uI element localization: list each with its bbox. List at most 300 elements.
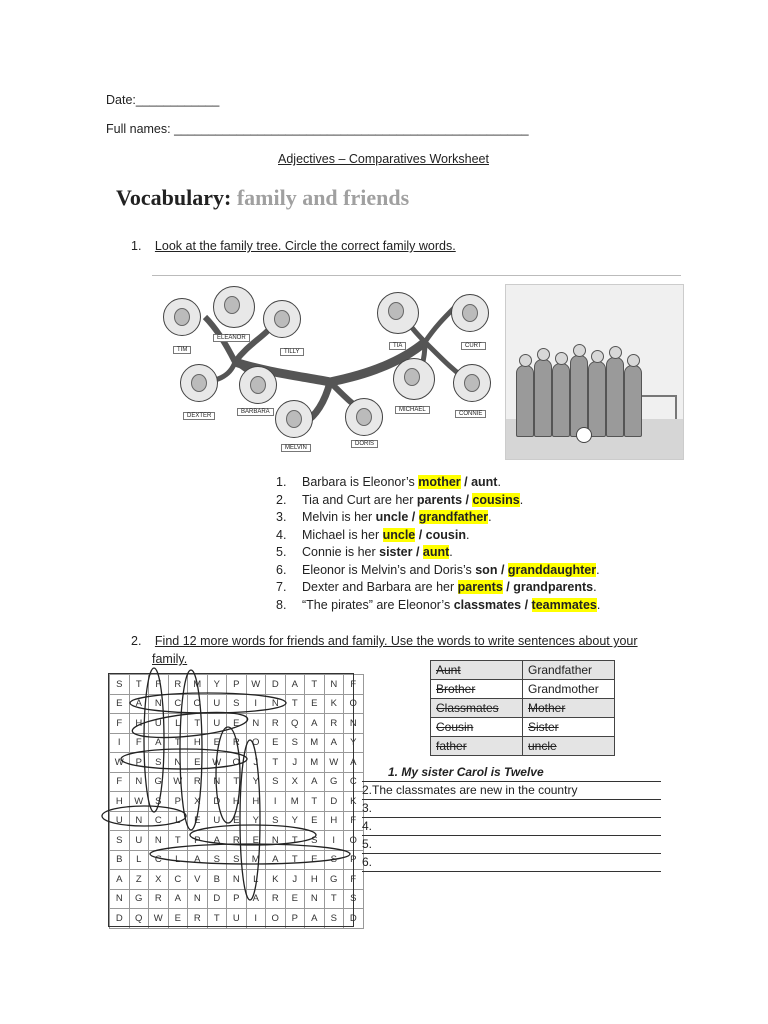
grid-cell: E xyxy=(188,753,208,773)
option-a: classmates xyxy=(453,597,522,612)
grid-cell: P xyxy=(285,909,305,929)
grid-cell: I xyxy=(266,792,286,812)
ball-icon xyxy=(576,427,592,443)
grid-cell: P xyxy=(188,831,208,851)
grid-cell: S xyxy=(207,850,227,870)
avatar-tilly xyxy=(263,300,301,338)
grid-cell: M xyxy=(285,792,305,812)
grid-cell: S xyxy=(110,831,130,851)
answer-line xyxy=(362,835,661,836)
grid-cell: T xyxy=(285,694,305,714)
question-number: 8. xyxy=(276,597,287,612)
grid-cell: R xyxy=(227,831,247,851)
grid-cell: A xyxy=(129,694,149,714)
grid-cell: Q xyxy=(285,714,305,734)
grid-cell: A xyxy=(305,714,325,734)
grid-cell: F xyxy=(110,772,130,792)
grid-cell: H xyxy=(110,792,130,812)
grid-cell: T xyxy=(324,889,344,909)
grid-cell: W xyxy=(168,772,188,792)
grid-cell: T xyxy=(266,753,286,773)
grid-cell: N xyxy=(129,772,149,792)
question-end: . xyxy=(596,562,600,577)
grid-cell: L xyxy=(246,870,266,890)
grid-cell: E xyxy=(246,831,266,851)
question-text: Dexter and Barbara are her xyxy=(302,580,458,594)
grid-cell: Y xyxy=(285,811,305,831)
grid-cell: W xyxy=(246,675,266,695)
grid-cell: T xyxy=(285,831,305,851)
grid-cell: I xyxy=(246,694,266,714)
word-table-row xyxy=(431,718,615,737)
option-a: uncle xyxy=(375,510,409,524)
avatar-eleanor xyxy=(213,286,255,328)
grid-cell: K xyxy=(266,870,286,890)
family-tree-image xyxy=(155,282,500,458)
grid-cell: J xyxy=(246,753,266,773)
grid-cell: R xyxy=(188,909,208,929)
option-b: aunt xyxy=(471,475,498,489)
grid-cell: L xyxy=(168,850,188,870)
grid-cell: S xyxy=(324,909,344,929)
grid-cell: F xyxy=(110,714,130,734)
avatar-dexter xyxy=(180,364,218,402)
grid-cell: R xyxy=(266,714,286,734)
question-item xyxy=(276,597,600,615)
question-text: Melvin is her xyxy=(302,510,376,524)
player-figure xyxy=(606,357,624,437)
label-doris: DORIS xyxy=(351,440,378,448)
section-heading xyxy=(116,185,409,211)
grid-cell: K xyxy=(324,694,344,714)
grid-cell: M xyxy=(246,850,266,870)
grid-cell: C xyxy=(149,850,169,870)
label-curt: CURT xyxy=(461,342,486,350)
grid-cell: F xyxy=(344,870,364,890)
sentence-6: 6. xyxy=(362,855,373,869)
answer-line xyxy=(362,871,661,872)
word-cell: Grandmother xyxy=(523,680,615,699)
grid-cell: C xyxy=(149,811,169,831)
grid-cell: J xyxy=(285,870,305,890)
question-number: 3. xyxy=(276,510,287,524)
grid-cell: C xyxy=(168,870,188,890)
grid-cell: T xyxy=(207,909,227,929)
answer-line xyxy=(362,853,661,854)
player-figure xyxy=(552,363,570,437)
grid-cell: P xyxy=(227,675,247,695)
grid-cell: R xyxy=(266,889,286,909)
grid-cell: L xyxy=(129,850,149,870)
grid-cell: E xyxy=(266,733,286,753)
word-cell: Grandfather xyxy=(523,661,615,680)
grid-cell: N xyxy=(110,889,130,909)
grid-cell: B xyxy=(207,870,227,890)
answer-line xyxy=(362,781,661,782)
sentence-5: 5. xyxy=(362,837,373,851)
grid-cell: Y xyxy=(246,772,266,792)
label-connie: CONNIE xyxy=(455,410,486,418)
word-table-row xyxy=(431,680,615,699)
grid-cell: S xyxy=(227,694,247,714)
task2-instruction xyxy=(131,634,638,648)
grid-cell: N xyxy=(129,811,149,831)
label-tia: TIA xyxy=(389,342,406,350)
worksheet-title: Adjectives – Comparatives Worksheet xyxy=(278,152,489,166)
grid-cell: T xyxy=(285,850,305,870)
full-names-field: Full names: ___________________________________________________ xyxy=(106,122,529,136)
grid-cell: E xyxy=(188,811,208,831)
date-field: Date:____________ xyxy=(106,93,220,107)
question-text: “The pirates” are Eleonor’s xyxy=(302,597,454,612)
label-eleanor: ELEANOR xyxy=(213,334,250,342)
option-b: grandparents xyxy=(513,580,594,594)
grid-cell: H xyxy=(227,792,247,812)
grid-cell: D xyxy=(344,909,364,929)
grid-cell: O xyxy=(266,909,286,929)
task2-text: Find 12 more words for friends and family. Use the words to write sentences about your xyxy=(154,634,638,648)
question-text: Tia and Curt are her xyxy=(302,492,417,507)
avatar-michael xyxy=(393,358,435,400)
grid-cell: A xyxy=(305,909,325,929)
word-cell: Classmates xyxy=(431,699,523,718)
grid-row xyxy=(110,850,364,870)
grid-cell: P xyxy=(129,753,149,773)
grid-cell: P xyxy=(227,889,247,909)
grid-cell: E xyxy=(168,909,188,929)
label-tilly: TILLY xyxy=(280,348,304,356)
grid-cell: S xyxy=(266,811,286,831)
grid-cell: S xyxy=(266,772,286,792)
avatar-melvin xyxy=(275,400,313,438)
grid-cell: A xyxy=(246,889,266,909)
grid-cell: B xyxy=(110,850,130,870)
grid-cell: U xyxy=(129,831,149,851)
sentence-2: 2.The classmates are new in the country xyxy=(362,783,578,797)
grid-cell: H xyxy=(305,870,325,890)
player-figure xyxy=(516,365,534,437)
grid-cell: U xyxy=(207,714,227,734)
grid-row xyxy=(110,733,364,753)
grid-cell: C xyxy=(344,772,364,792)
task1-text: Look at the family tree. Circle the correct family words. xyxy=(154,239,456,253)
grid-cell: D xyxy=(207,792,227,812)
grid-cell: W xyxy=(207,753,227,773)
question-end: . xyxy=(449,545,453,559)
grid-cell: T xyxy=(168,831,188,851)
word-cell: uncle xyxy=(523,737,615,756)
question-number: 5. xyxy=(276,545,287,559)
grid-cell: N xyxy=(207,772,227,792)
option-b: teammates xyxy=(531,597,597,612)
question-number: 6. xyxy=(276,562,287,577)
team-image xyxy=(505,284,684,460)
question-end: . xyxy=(593,580,597,594)
task2-number: 2. xyxy=(131,634,142,648)
option-b: granddaughter xyxy=(507,562,597,577)
grid-cell: D xyxy=(110,909,130,929)
grid-cell: E xyxy=(305,850,325,870)
grid-cell: T xyxy=(227,772,247,792)
grid-cell: S xyxy=(285,733,305,753)
question-item xyxy=(276,474,600,492)
grid-cell: S xyxy=(344,889,364,909)
question-number: 1. xyxy=(276,475,287,489)
grid-cell: L xyxy=(168,714,188,734)
grid-cell: Y xyxy=(207,675,227,695)
question-item xyxy=(276,492,600,510)
heading-main: Vocabulary: xyxy=(116,185,237,210)
grid-cell: V xyxy=(188,870,208,890)
grid-cell: A xyxy=(344,753,364,773)
avatar-barbara xyxy=(239,366,277,404)
question-item xyxy=(276,509,600,527)
grid-cell: U xyxy=(227,909,247,929)
grid-cell: N xyxy=(227,870,247,890)
grid-row xyxy=(110,753,364,773)
grid-cell: N xyxy=(344,714,364,734)
grid-cell: R xyxy=(188,772,208,792)
question-number: 2. xyxy=(276,492,287,507)
grid-cell: S xyxy=(227,850,247,870)
grid-row xyxy=(110,714,364,734)
grid-cell: M xyxy=(305,753,325,773)
grid-cell: Y xyxy=(344,733,364,753)
grid-row xyxy=(110,675,364,695)
question-list xyxy=(276,474,600,614)
option-separator: / xyxy=(497,562,508,577)
grid-cell: O xyxy=(246,733,266,753)
label-melvin: MELVIN xyxy=(281,444,311,452)
grid-row xyxy=(110,831,364,851)
question-item xyxy=(276,562,600,580)
grid-cell: X xyxy=(149,870,169,890)
sentence-1: 1. My sister Carol is Twelve xyxy=(388,765,544,779)
grid-cell: N xyxy=(188,889,208,909)
label-michael: MICHAEL xyxy=(395,406,430,414)
question-end: . xyxy=(465,527,470,542)
grid-cell: I xyxy=(246,909,266,929)
grid-cell: A xyxy=(324,733,344,753)
word-cell: Brother xyxy=(431,680,523,699)
grid-row xyxy=(110,694,364,714)
grid-cell: G xyxy=(149,772,169,792)
grid-cell: A xyxy=(285,675,305,695)
grid-cell: A xyxy=(168,889,188,909)
option-a: sister xyxy=(379,545,413,559)
grid-cell: P xyxy=(344,850,364,870)
grid-cell: D xyxy=(207,889,227,909)
grid-cell: T xyxy=(129,675,149,695)
grid-cell: A xyxy=(305,772,325,792)
label-tim: TIM xyxy=(173,346,191,354)
grid-cell: N xyxy=(246,714,266,734)
grid-cell: N xyxy=(266,831,286,851)
grid-cell: N xyxy=(149,831,169,851)
question-text: Eleonor is Melvin’s and Doris’s xyxy=(302,562,476,577)
grid-cell: T xyxy=(305,792,325,812)
grid-row xyxy=(110,889,364,909)
question-item xyxy=(276,579,600,597)
grid-cell: C xyxy=(168,694,188,714)
grid-cell: J xyxy=(285,753,305,773)
grid-cell: E xyxy=(227,811,247,831)
grid-cell: A xyxy=(207,831,227,851)
option-b: cousins xyxy=(472,492,520,507)
grid-cell: R xyxy=(227,733,247,753)
grid-cell: Z xyxy=(129,870,149,890)
grid-row xyxy=(110,792,364,812)
option-a: parents xyxy=(416,492,463,507)
question-end: . xyxy=(488,510,492,524)
grid-cell: G xyxy=(324,870,344,890)
sentence-3: 3. xyxy=(362,801,373,815)
player-figure xyxy=(534,359,552,437)
label-barbara: BARBARA xyxy=(237,408,274,416)
grid-cell: X xyxy=(188,792,208,812)
grid-cell: N xyxy=(168,753,188,773)
question-number: 7. xyxy=(276,580,287,594)
grid-cell: M xyxy=(188,675,208,695)
option-a: son xyxy=(475,562,498,577)
option-a: parents xyxy=(457,580,503,594)
grid-cell: E xyxy=(207,733,227,753)
avatar-connie xyxy=(453,364,491,402)
grid-row xyxy=(110,772,364,792)
grid-cell: I xyxy=(324,831,344,851)
grid-cell: G xyxy=(129,889,149,909)
grid-cell: S xyxy=(110,675,130,695)
option-separator: / xyxy=(415,527,426,542)
grid-row xyxy=(110,811,364,831)
grid-cell: F xyxy=(344,675,364,695)
sentence-4: 4. xyxy=(362,819,373,833)
grid-cell: A xyxy=(110,870,130,890)
word-table-row xyxy=(431,737,615,756)
task2-text-cont: family. xyxy=(152,652,188,666)
grid-cell: E xyxy=(305,694,325,714)
grid-cell: D xyxy=(324,792,344,812)
option-separator: / xyxy=(412,545,423,559)
answer-line xyxy=(362,799,661,800)
grid-cell: S xyxy=(305,831,325,851)
avatar-tia xyxy=(377,292,419,334)
player-figure xyxy=(570,355,588,437)
question-item xyxy=(276,527,600,545)
grid-cell: W xyxy=(149,909,169,929)
grid-cell: O xyxy=(227,753,247,773)
question-text: Michael is her xyxy=(302,527,383,542)
grid-cell: E xyxy=(227,714,247,734)
grid-cell: S xyxy=(324,850,344,870)
grid-cell: E xyxy=(285,889,305,909)
grid-cell: R xyxy=(324,714,344,734)
player-figure xyxy=(624,365,642,437)
grid-cell: W xyxy=(129,792,149,812)
grid-cell: Y xyxy=(246,811,266,831)
grid-cell: E xyxy=(305,811,325,831)
question-text: Connie is her xyxy=(302,545,380,559)
grid-cell: A xyxy=(188,850,208,870)
question-text: Barbara is Eleonor’s xyxy=(302,475,419,489)
grid-cell: H xyxy=(324,811,344,831)
option-b: aunt xyxy=(422,545,450,559)
task1-instruction xyxy=(131,239,456,253)
word-cell: Sister xyxy=(523,718,615,737)
grid-cell: O xyxy=(188,694,208,714)
grid-cell: S xyxy=(149,753,169,773)
word-search-grid xyxy=(109,674,364,929)
grid-cell: A xyxy=(149,733,169,753)
grid-cell: T xyxy=(188,714,208,734)
answer-line xyxy=(362,817,661,818)
grid-cell: P xyxy=(168,792,188,812)
grid-cell: L xyxy=(168,811,188,831)
avatar-tim xyxy=(163,298,201,336)
grid-cell: N xyxy=(149,694,169,714)
heading-sub: family and friends xyxy=(236,185,410,210)
grid-cell: F xyxy=(344,811,364,831)
grid-row xyxy=(110,870,364,890)
grid-cell: R xyxy=(168,675,188,695)
grid-cell: F xyxy=(129,733,149,753)
grid-cell: N xyxy=(305,889,325,909)
grid-cell: H xyxy=(188,733,208,753)
avatar-curt xyxy=(451,294,489,332)
grid-cell: T xyxy=(168,733,188,753)
option-a: uncle xyxy=(382,527,416,542)
grid-row xyxy=(110,909,364,929)
word-cell: Mother xyxy=(523,699,615,718)
grid-cell: H xyxy=(129,714,149,734)
grid-cell: W xyxy=(110,753,130,773)
grid-cell: S xyxy=(149,792,169,812)
grid-cell: A xyxy=(266,850,286,870)
grid-cell: E xyxy=(110,694,130,714)
option-separator: / xyxy=(521,597,532,612)
divider-line xyxy=(152,275,681,276)
question-number: 4. xyxy=(276,527,287,542)
grid-cell: N xyxy=(324,675,344,695)
grid-cell: K xyxy=(344,792,364,812)
option-separator: / xyxy=(502,580,514,594)
grid-cell: G xyxy=(324,772,344,792)
option-separator: / xyxy=(408,510,419,524)
grid-cell: W xyxy=(324,753,344,773)
grid-cell: U xyxy=(207,811,227,831)
grid-cell: U xyxy=(149,714,169,734)
grid-cell: X xyxy=(285,772,305,792)
word-cell: father xyxy=(431,737,523,756)
grid-cell: H xyxy=(246,792,266,812)
word-table-row xyxy=(431,699,615,718)
question-end: . xyxy=(497,475,501,489)
grid-cell: U xyxy=(207,694,227,714)
task1-number: 1. xyxy=(131,239,142,253)
word-table xyxy=(430,660,615,756)
word-table-row xyxy=(431,661,615,680)
label-dexter: DEXTER xyxy=(183,412,215,420)
question-end: . xyxy=(596,597,601,612)
grid-cell: O xyxy=(344,831,364,851)
option-a: mother xyxy=(418,475,461,489)
grid-cell: N xyxy=(266,694,286,714)
grid-cell: F xyxy=(149,675,169,695)
avatar-doris xyxy=(345,398,383,436)
grid-cell: Q xyxy=(129,909,149,929)
grid-cell: I xyxy=(110,733,130,753)
option-b: cousin xyxy=(425,527,466,542)
